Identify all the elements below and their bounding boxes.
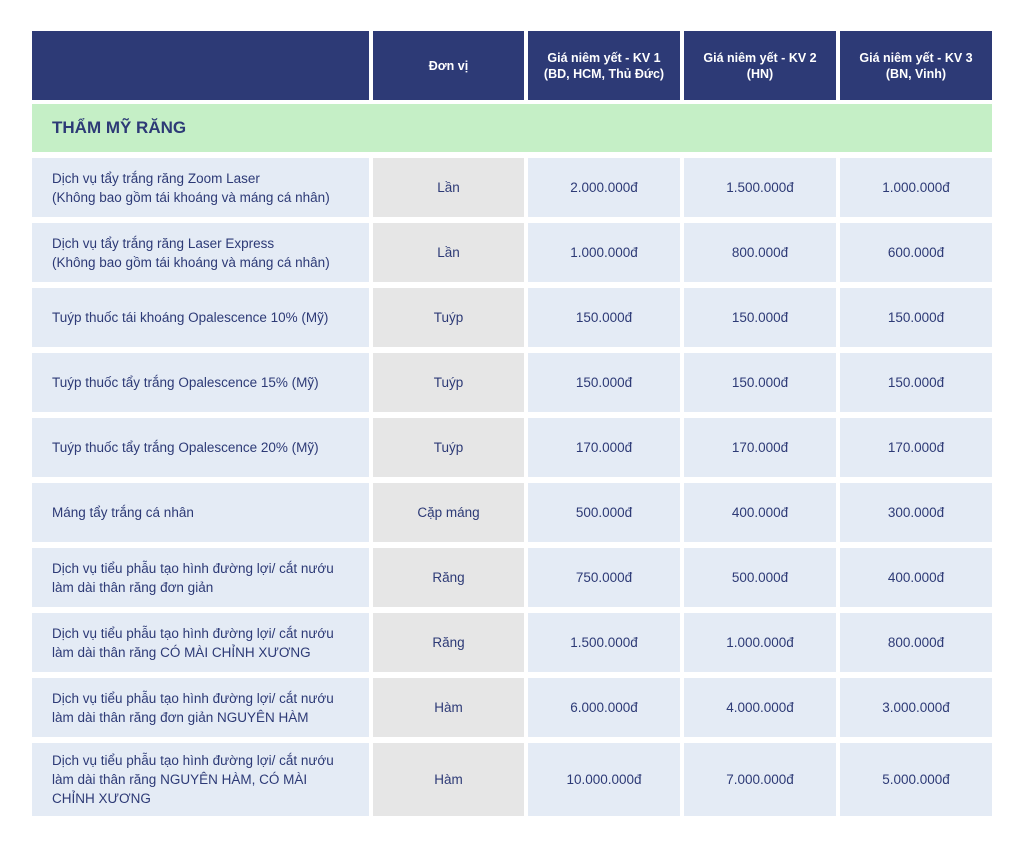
- price-kv3: 600.000đ: [840, 223, 992, 282]
- service-name: Dịch vụ tẩy trắng răng Laser Express (Không bao gồm tái khoáng và máng cá nhân): [32, 223, 369, 282]
- price-kv1: 1.500.000đ: [528, 613, 680, 672]
- price-table: [32, 31, 993, 822]
- unit-cell: Cặp máng: [373, 483, 524, 542]
- header-unit: Đơn vị: [373, 31, 524, 100]
- header-kv3: Giá niêm yết - KV 3 (BN, Vinh): [840, 31, 992, 100]
- price-kv3: 5.000.000đ: [840, 743, 992, 816]
- price-kv2: 150.000đ: [684, 288, 836, 347]
- unit-cell: Răng: [373, 548, 524, 607]
- header-service: [32, 31, 369, 100]
- price-kv1: 2.000.000đ: [528, 158, 680, 217]
- price-kv2: 170.000đ: [684, 418, 836, 477]
- price-kv1: 150.000đ: [528, 353, 680, 412]
- price-kv1: 6.000.000đ: [528, 678, 680, 737]
- price-kv1: 500.000đ: [528, 483, 680, 542]
- price-kv3: 3.000.000đ: [840, 678, 992, 737]
- unit-cell: Lần: [373, 223, 524, 282]
- service-name: Máng tẩy trắng cá nhân: [32, 483, 369, 542]
- service-name: Tuýp thuốc tẩy trắng Opalescence 15% (Mỹ): [32, 353, 369, 412]
- header-kv2: Giá niêm yết - KV 2 (HN): [684, 31, 836, 100]
- price-kv2: 1.000.000đ: [684, 613, 836, 672]
- price-kv2: 4.000.000đ: [684, 678, 836, 737]
- price-kv3: 300.000đ: [840, 483, 992, 542]
- price-kv1: 1.000.000đ: [528, 223, 680, 282]
- price-kv3: 400.000đ: [840, 548, 992, 607]
- price-kv3: 150.000đ: [840, 353, 992, 412]
- unit-cell: Hàm: [373, 678, 524, 737]
- unit-cell: Tuýp: [373, 288, 524, 347]
- price-kv2: 400.000đ: [684, 483, 836, 542]
- price-kv1: 150.000đ: [528, 288, 680, 347]
- price-kv2: 1.500.000đ: [684, 158, 836, 217]
- service-name: Dịch vụ tiểu phẫu tạo hình đường lợi/ cắt nướu làm dài thân răng NGUYÊN HÀM, CÓ MÀI CHỈNH XƯƠNG: [32, 743, 369, 816]
- service-name: Dịch vụ tiểu phẫu tạo hình đường lợi/ cắt nướu làm dài thân răng đơn giản NGUYÊN HÀM: [32, 678, 369, 737]
- unit-cell: Hàm: [373, 743, 524, 816]
- price-kv3: 1.000.000đ: [840, 158, 992, 217]
- service-name: Dịch vụ tiểu phẫu tạo hình đường lợi/ cắt nướu làm dài thân răng đơn giản: [32, 548, 369, 607]
- price-kv3: 170.000đ: [840, 418, 992, 477]
- section-title: THẨM MỸ RĂNG: [32, 104, 992, 152]
- price-kv3: 150.000đ: [840, 288, 992, 347]
- service-name: Tuýp thuốc tái khoáng Opalescence 10% (Mỹ): [32, 288, 369, 347]
- price-kv3: 800.000đ: [840, 613, 992, 672]
- unit-cell: Tuýp: [373, 418, 524, 477]
- unit-cell: Lần: [373, 158, 524, 217]
- service-name: Dịch vụ tiểu phẫu tạo hình đường lợi/ cắt nướu làm dài thân răng CÓ MÀI CHỈNH XƯƠNG: [32, 613, 369, 672]
- service-name: Dịch vụ tẩy trắng răng Zoom Laser (Không bao gồm tái khoáng và máng cá nhân): [32, 158, 369, 217]
- price-kv1: 10.000.000đ: [528, 743, 680, 816]
- price-kv1: 170.000đ: [528, 418, 680, 477]
- service-name: Tuýp thuốc tẩy trắng Opalescence 20% (Mỹ): [32, 418, 369, 477]
- header-kv1: Giá niêm yết - KV 1 (BD, HCM, Thủ Đức): [528, 31, 680, 100]
- price-kv2: 500.000đ: [684, 548, 836, 607]
- unit-cell: Răng: [373, 613, 524, 672]
- price-kv2: 150.000đ: [684, 353, 836, 412]
- price-kv1: 750.000đ: [528, 548, 680, 607]
- price-kv2: 7.000.000đ: [684, 743, 836, 816]
- price-kv2: 800.000đ: [684, 223, 836, 282]
- unit-cell: Tuýp: [373, 353, 524, 412]
